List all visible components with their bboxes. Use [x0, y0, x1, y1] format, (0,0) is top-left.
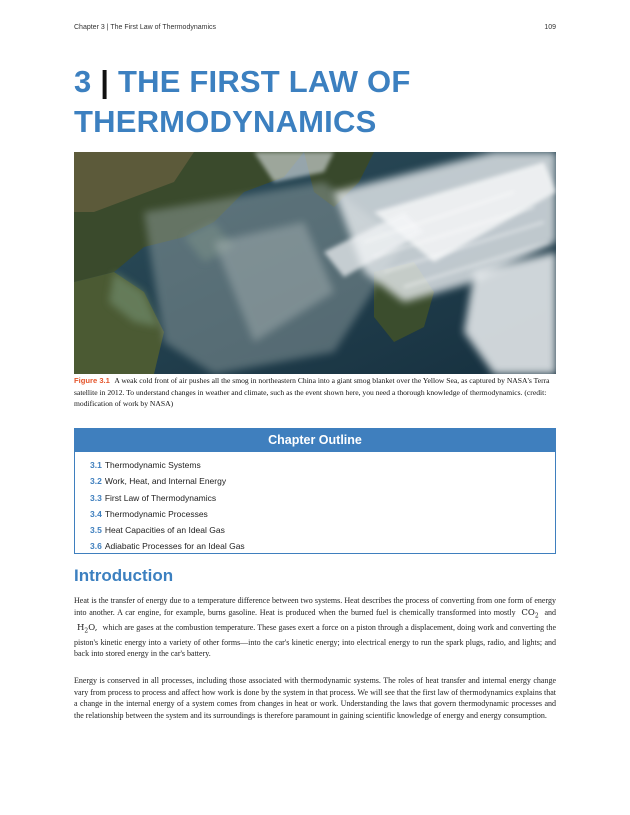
running-header — [74, 24, 556, 31]
co2-formula — [521, 608, 538, 618]
outline-item[interactable] — [90, 473, 555, 489]
h2o-base-h: H — [77, 622, 85, 633]
outline-item-number: 3.2 — [90, 476, 102, 487]
chapter-title — [74, 62, 554, 142]
figure-caption-text: A weak cold front of air pushes all the smog in northeastern China into a giant smog blanket over the Yellow Sea, as captured by NASA's Terra satellite in 2012. To understand changes in weather and climate, such as the event shown here, you need a thorough knowledge of thermodynamics. (credit: modification of work by NASA) — [74, 376, 550, 408]
co2-base: CO — [521, 607, 535, 618]
chapter-outline — [74, 428, 556, 554]
figure-caption — [74, 375, 556, 410]
chapter-number: 3 — [74, 64, 92, 99]
outline-item-title: Heat Capacities of an Ideal Gas — [104, 525, 225, 536]
h2o-base-o: O, — [88, 622, 98, 633]
intro-paragraph-1-part-a: Heat is the transfer of energy due to a temperature difference between two systems. Heat describes the process of converting from one form of energy into another. A car engine, for example, burns gasoline. Heat is produced when the burned fuel is chemically transformed into mostly — [74, 596, 556, 617]
running-title: Chapter 3 | The First Law of Thermodynamics — [74, 24, 217, 31]
satellite-image-drawing — [74, 152, 556, 374]
outline-list — [75, 452, 555, 555]
and-word: and — [544, 607, 557, 617]
outline-item-title: Thermodynamic Processes — [104, 508, 208, 519]
introduction-heading: Introduction — [74, 566, 174, 585]
intro-paragraph-1 — [74, 595, 556, 660]
outline-item-number: 3.1 — [90, 460, 102, 470]
outline-item[interactable] — [90, 538, 555, 554]
satellite-image — [74, 152, 556, 374]
intro-paragraph-1-part-b: which are gases at the combustion temperature. These gases exert a force on a piston through a displacement, doing work and converting the piston's kinetic energy into a variety of other forms—into the car's kinetic energy; into electrical energy to run the spark plugs, radio, and lights; and back into stored energy in the car's battery. — [74, 622, 557, 659]
outline-item[interactable] — [90, 506, 555, 522]
outline-item-number: 3.3 — [90, 492, 102, 503]
page-number: 109 — [544, 24, 556, 31]
co2-subscript: 2 — [534, 612, 539, 620]
figure-label: Figure 3.1 — [74, 376, 110, 385]
h2o-subscript: 2 — [84, 627, 89, 635]
intro-paragraph-2: Energy is conserved in all processes, including those associated with thermodynamic systems. The roles of heat transfer and internal energy change vary from process to process and affect how work is done by the system in that process. We will see that the first law of thermodynamics explains that a change in the internal energy of a system comes from changes in heat or work. Understanding the laws that govern thermodynamic processes and the relationship between the system and its surroundings is therefore paramount in gaining scientific knowledge of energy and energy consumption. — [74, 676, 556, 720]
outline-item-number: 3.5 — [90, 525, 102, 536]
chapter-separator: | — [100, 64, 110, 99]
outline-item-number: 3.6 — [90, 541, 102, 552]
outline-item-number: 3.4 — [90, 508, 102, 519]
outline-item-title: Adiabatic Processes for an Ideal Gas — [104, 541, 245, 552]
chapter-outline-heading: Chapter Outline — [75, 429, 555, 452]
outline-item-title: Thermodynamic Systems — [104, 460, 201, 470]
outline-item-title: Work, Heat, and Internal Energy — [104, 476, 227, 487]
h2o-formula — [77, 623, 97, 633]
outline-item[interactable] — [90, 490, 555, 506]
outline-item[interactable] — [90, 457, 555, 473]
chapter-title-text: THE FIRST LAW OF THERMODYNAMICS — [74, 64, 411, 139]
outline-item-title: First Law of Thermodynamics — [104, 492, 217, 503]
outline-item[interactable] — [90, 522, 555, 538]
